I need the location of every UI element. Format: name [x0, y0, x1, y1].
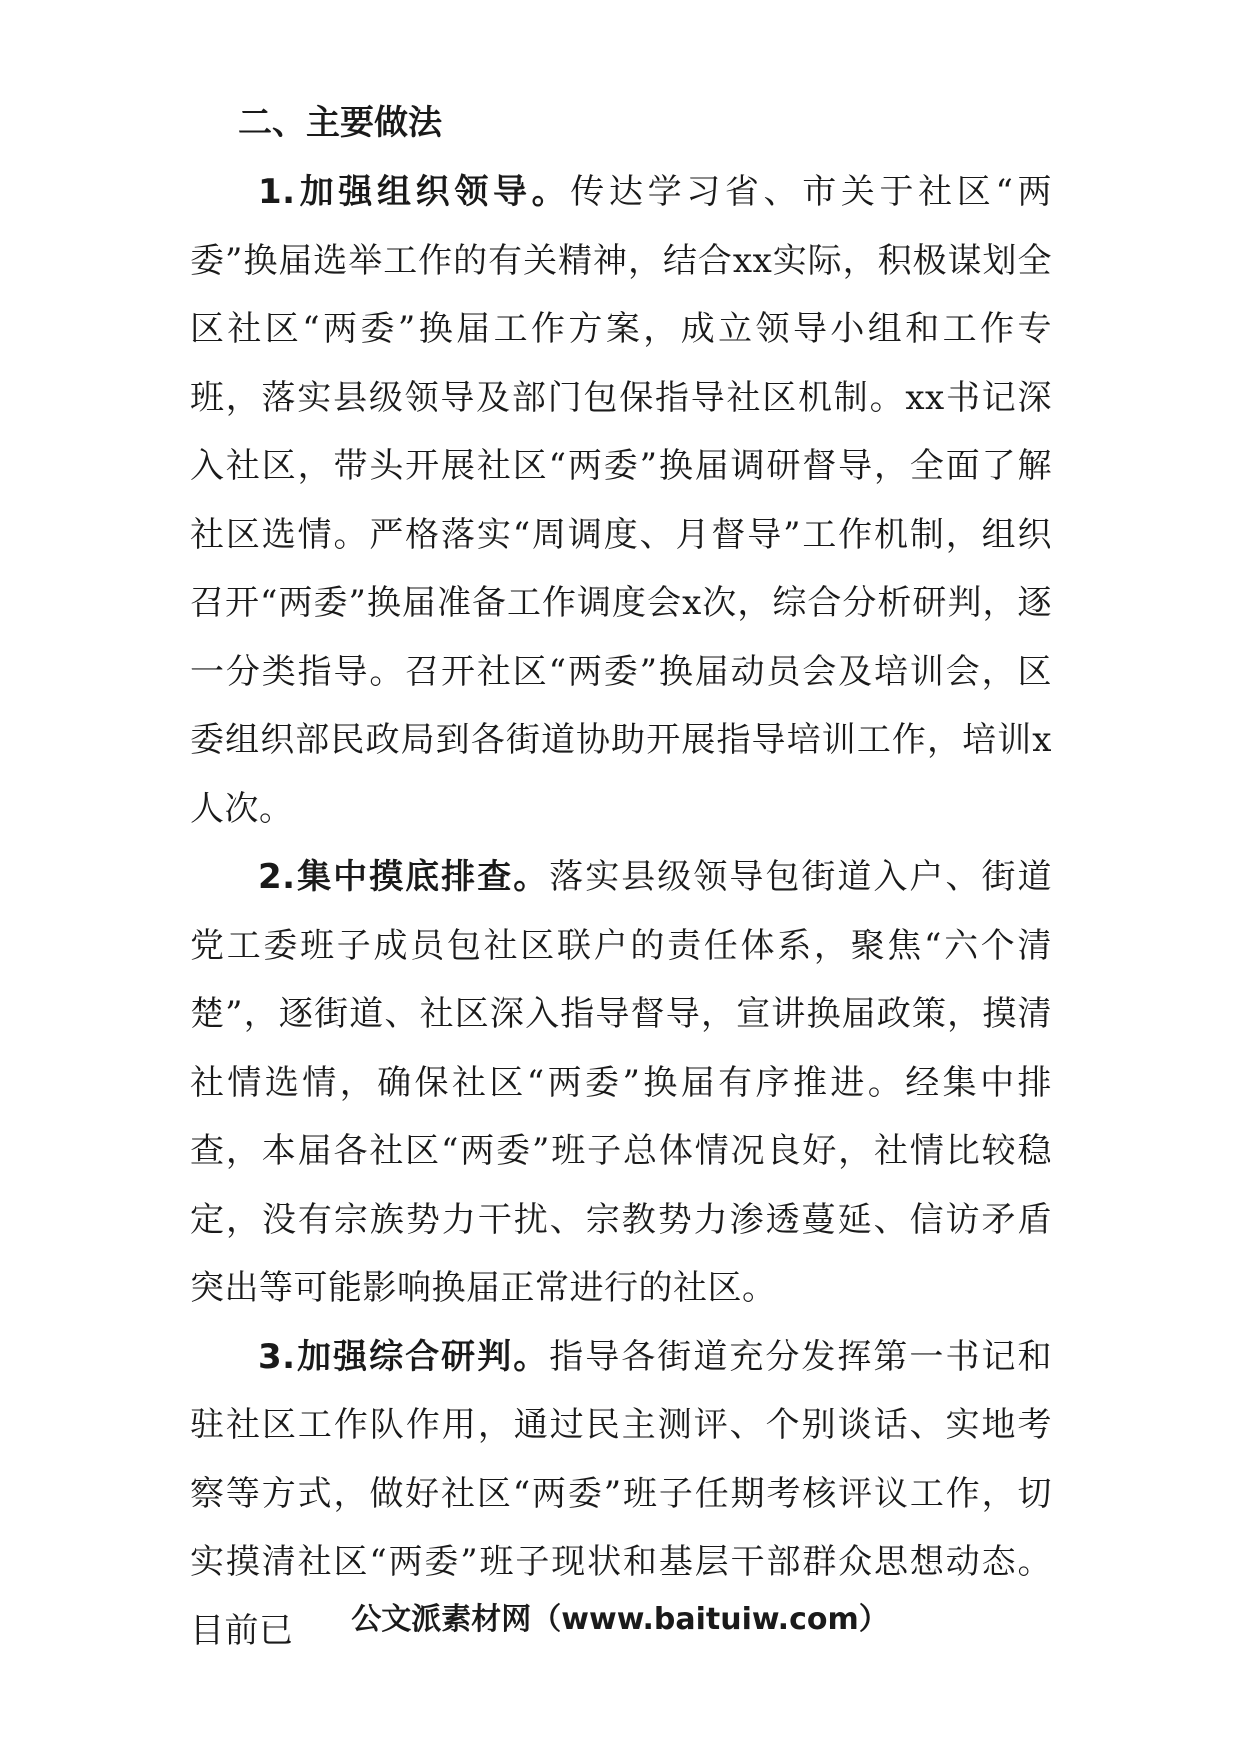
paragraph-1-lead: 1.加强组织领导。 [258, 172, 571, 212]
footer-watermark-text: 公文派素材网（www.baituiw.com） [351, 1602, 889, 1637]
document-page [190, 88, 1052, 1665]
paragraph-3-lead: 3.加强综合研判。 [258, 1336, 550, 1377]
paragraph-1 [190, 158, 1052, 843]
section-heading: 二、主要做法 [238, 103, 442, 143]
paragraph-2-body: 落实县级领导包街道入户、街道党工委班子成员包社区联户的责任体系，聚焦“六个清楚”，逐街道、社区深入指导督导，宣讲换届政策，摸清社情选情，确保社区“两委”换届有序推进。经集中排查，本届各社区“两委”班子总体情况良好，社情比较稳定，没有宗族势力干扰、宗教势力渗透蔓延、信访矛盾突出等可能影响换届正常进行的社区。 [190, 857, 1052, 1308]
paragraph-2-lead: 2.集中摸底排查。 [258, 857, 550, 897]
paragraph-1-body: 传达学习省、市关于社区“两委”换届选举工作的有关精神，结合xx实际，积极谋划全区社区“两委”换届工作方案，成立领导小组和工作专班，落实县级领导及部门包保指导社区机制。xx书记深入社区，带头开展社区“两委”换届调研督导，全面了解社区选情。严格落实“周调度、月督导”工作机制，组织召开“两委”换届准备工作调度会x次，综合分析研判，逐一分类指导。召开社区“两委”换届动员会及培训会，区委组织部民政局到各街道协助开展指导培训工作，培训x人次。 [190, 172, 1052, 829]
paragraph-2 [190, 843, 1052, 1323]
paragraph-3-body: 指导各街道充分发挥第一书记和驻社区工作队作用，通过民主测评、个别谈话、实地考察等方式，做好社区“两委”班子任期考核评议工作，切实摸清社区“两委”班子现状和基层干部群众思想动态。目前已 [190, 1336, 1052, 1651]
